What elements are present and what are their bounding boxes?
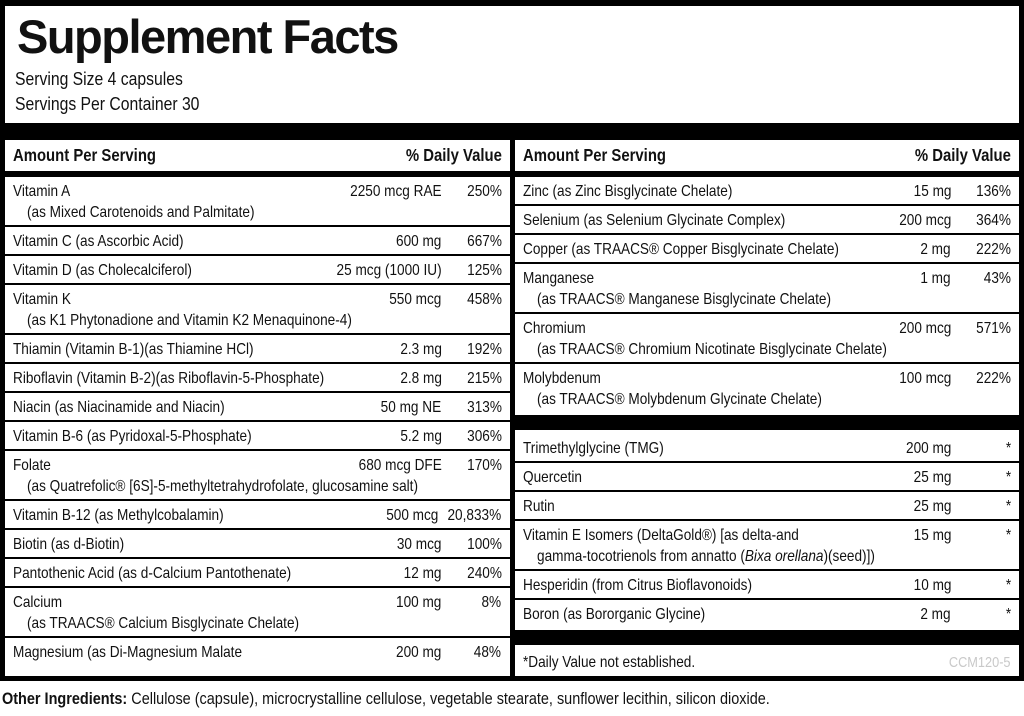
daily-value: 458% — [466, 290, 502, 308]
table-row — [5, 422, 510, 451]
amount-value: 600 mg — [396, 232, 442, 250]
section-divider-bar — [515, 630, 1020, 645]
other-ingredients-label: Other Ingredients: — [2, 688, 128, 708]
table-row — [515, 314, 1020, 364]
amount-value: 500 mcg — [386, 506, 439, 524]
amount-value: 2 mg — [920, 240, 951, 258]
ingredient-name: Pantothenic Acid (as d-Calcium Pantothenate) — [13, 564, 292, 582]
table-row — [5, 588, 510, 638]
table-row — [515, 206, 1020, 235]
amount-value: 100 mg — [396, 593, 442, 611]
nutrient-rows-minerals — [515, 177, 1020, 412]
amount-value: 1 mg — [920, 269, 951, 287]
daily-value: 364% — [976, 211, 1011, 229]
amount-value: 30 mcg — [396, 535, 442, 553]
divider-bar-top — [5, 123, 1019, 140]
daily-value: 215% — [466, 369, 502, 387]
serving-info — [5, 63, 1019, 123]
facts-columns — [5, 140, 1019, 676]
table-row — [5, 256, 510, 285]
amount-value: 5.2 mg — [399, 427, 442, 445]
daily-value: 48% — [474, 643, 502, 661]
table-row — [5, 335, 510, 364]
daily-value: 100% — [466, 535, 502, 553]
ingredient-name: Biotin (as d-Biotin) — [13, 535, 125, 553]
ingredient-name: Rutin — [522, 497, 555, 515]
amount-value: 550 mcg — [389, 290, 442, 308]
ingredient-name: Vitamin E Isomers (DeltaGold®) [as delta-and — [522, 526, 799, 544]
daily-value: 667% — [466, 232, 502, 250]
column-header — [515, 140, 1020, 177]
table-row — [5, 530, 510, 559]
ingredient-name: Magnesium (as Di-Magnesium Malate — [13, 643, 243, 661]
table-row — [515, 177, 1020, 206]
ingredient-name: Vitamin A — [13, 182, 71, 200]
table-row — [515, 235, 1020, 264]
other-ingredients — [0, 681, 1024, 716]
ingredient-name: Chromium — [522, 319, 586, 337]
amount-value: 25 mcg (1000 IU) — [336, 261, 442, 279]
ingredient-name: Riboflavin (Vitamin B-2)(as Riboflavin-5-Phosphate) — [13, 369, 325, 387]
daily-value: * — [1005, 526, 1011, 544]
amount-per-serving-header: Amount Per Serving — [13, 145, 156, 166]
daily-value: 43% — [983, 269, 1011, 287]
ingredient-name: Vitamin B-6 (as Pyridoxal-5-Phosphate) — [13, 427, 252, 445]
daily-value-header: % Daily Value — [915, 145, 1011, 166]
table-row — [5, 177, 510, 227]
ingredient-name: Vitamin D (as Cholecalciferol) — [13, 261, 192, 279]
ingredient-source-note: gamma-tocotrienols from annatto (Bixa orellana)(seed)]) — [536, 547, 875, 565]
daily-value: 192% — [466, 340, 502, 358]
ingredient-name: Copper (as TRAACS® Copper Bisglycinate Chelate) — [522, 240, 839, 258]
ingredient-name: Trimethylglycine (TMG) — [522, 439, 664, 457]
section-divider-bar — [515, 415, 1020, 430]
ingredient-source-note: (as TRAACS® Chromium Nicotinate Bisglycinate Chelate) — [536, 340, 887, 358]
ingredient-name: Molybdenum — [522, 369, 601, 387]
table-row — [515, 463, 1020, 492]
product-code: CCM120-5 — [949, 653, 1011, 671]
daily-value: 571% — [976, 319, 1011, 337]
ingredient-source-note: (as K1 Phytonadione and Vitamin K2 Menaquinone-4) — [27, 311, 352, 329]
other-ingredients-text: Cellulose (capsule), microcrystalline cellulose, vegetable stearate, sunflower lecithin, silicon dioxide. — [127, 688, 770, 708]
amount-value: 200 mcg — [898, 211, 951, 229]
amount-value: 2250 mcg RAE — [350, 182, 442, 200]
amount-per-serving-header: Amount Per Serving — [522, 145, 666, 166]
table-row — [515, 521, 1020, 571]
ingredient-name: Thiamin (Vitamin B-1)(as Thiamine HCl) — [13, 340, 254, 358]
table-row — [5, 364, 510, 393]
ingredient-name: Vitamin C (as Ascorbic Acid) — [13, 232, 184, 250]
daily-value: 170% — [466, 456, 502, 474]
ingredient-name: Quercetin — [522, 468, 582, 486]
amount-value: 50 mg NE — [381, 398, 442, 416]
daily-value: * — [1005, 605, 1011, 623]
daily-value: 313% — [466, 398, 502, 416]
amount-value: 200 mg — [905, 439, 951, 457]
daily-value: 222% — [976, 369, 1011, 387]
daily-value: 240% — [466, 564, 502, 582]
ingredient-name: Folate — [13, 456, 51, 474]
table-row — [5, 559, 510, 588]
daily-value-footnote: *Daily Value not established. — [522, 653, 695, 671]
amount-value: 15 mg — [913, 182, 951, 200]
daily-value: 306% — [466, 427, 502, 445]
daily-value: 125% — [466, 261, 502, 279]
table-row — [5, 501, 510, 530]
amount-value: 15 mg — [913, 526, 951, 544]
table-row — [515, 364, 1020, 412]
amount-value: 2.8 mg — [399, 369, 442, 387]
column-right — [515, 140, 1020, 676]
amount-value: 100 mcg — [898, 369, 951, 387]
ingredient-source-note: (as TRAACS® Molybdenum Glycinate Chelate) — [536, 390, 822, 408]
ingredient-name: Hesperidin (from Citrus Bioflavonoids) — [522, 576, 752, 594]
column-left — [5, 140, 510, 676]
ingredient-source-note: (as TRAACS® Manganese Bisglycinate Chelate) — [536, 290, 831, 308]
table-row — [5, 285, 510, 335]
ingredient-name: Vitamin K — [13, 290, 71, 308]
table-row — [5, 227, 510, 256]
column-header — [5, 140, 510, 177]
amount-value: 25 mg — [913, 497, 951, 515]
ingredient-name: Zinc (as Zinc Bisglycinate Chelate) — [522, 182, 732, 200]
table-row — [5, 638, 510, 665]
table-row — [5, 451, 510, 501]
ingredient-name: Selenium (as Selenium Glycinate Complex) — [522, 211, 785, 229]
amount-value: 12 mg — [403, 564, 442, 582]
table-row — [5, 393, 510, 422]
nutrient-rows-other — [515, 434, 1020, 627]
daily-value: 20,833% — [447, 506, 502, 524]
daily-value: 136% — [976, 182, 1011, 200]
table-row — [515, 492, 1020, 521]
daily-value-header: % Daily Value — [405, 145, 502, 166]
serving-size: Serving Size 4 capsules — [15, 67, 183, 89]
ingredient-name: Boron (as Bororganic Glycine) — [522, 605, 705, 623]
panel-title: Supplement Facts — [17, 10, 398, 63]
ingredient-name: Manganese — [522, 269, 594, 287]
table-row — [515, 571, 1020, 600]
amount-value: 200 mg — [396, 643, 442, 661]
ingredient-source-note: (as Quatrefolic® [6S]-5-methyltetrahydrofolate, glucosamine salt) — [27, 477, 418, 495]
amount-value: 10 mg — [913, 576, 951, 594]
daily-value: * — [1005, 497, 1011, 515]
ingredient-name: Vitamin B-12 (as Methylcobalamin) — [13, 506, 224, 524]
daily-value: * — [1005, 468, 1011, 486]
ingredient-name: Niacin (as Niacinamide and Niacin) — [13, 398, 225, 416]
daily-value: * — [1005, 439, 1011, 457]
ingredient-source-note: (as TRAACS® Calcium Bisglycinate Chelate) — [27, 614, 300, 632]
servings-per-container: Servings Per Container 30 — [15, 92, 200, 114]
daily-value: 250% — [466, 182, 502, 200]
nutrient-rows-left — [5, 177, 510, 665]
daily-value: * — [1005, 576, 1011, 594]
ingredient-name: Calcium — [13, 593, 63, 611]
amount-value: 200 mcg — [898, 319, 951, 337]
ingredient-source-note: (as Mixed Carotenoids and Palmitate) — [27, 203, 255, 221]
daily-value: 8% — [481, 593, 502, 611]
amount-value: 25 mg — [913, 468, 951, 486]
table-row — [515, 434, 1020, 463]
table-row — [515, 264, 1020, 314]
amount-value: 680 mcg DFE — [358, 456, 442, 474]
table-row — [515, 600, 1020, 627]
daily-value: 222% — [976, 240, 1011, 258]
footnote-row — [515, 649, 1020, 674]
amount-value: 2 mg — [920, 605, 951, 623]
amount-value: 2.3 mg — [399, 340, 442, 358]
